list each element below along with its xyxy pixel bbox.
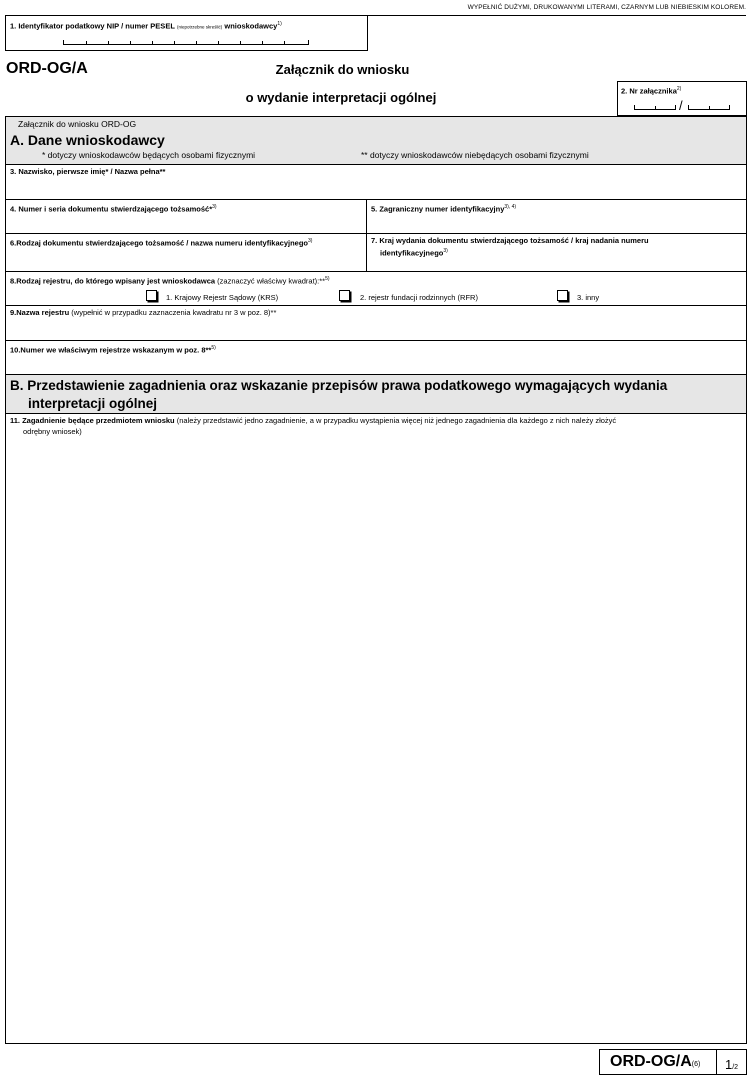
- footer-form-code: ORD-OG/A(6): [610, 1053, 701, 1070]
- section-a-note-2: ** dotyczy wnioskodawców niebędących osobami fizycznymi: [361, 150, 589, 160]
- section-header-text: Załącznik do wniosku ORD-OG: [18, 119, 137, 129]
- id-document-number-label: 4. Numer i seria dokumentu stwierdzającego tożsamość*$^{3)}$: [10, 204, 217, 214]
- attachment-number-field[interactable]: [617, 81, 747, 116]
- attachment-number-label: 2. Nr załącznika$^{2)}$: [621, 86, 682, 96]
- form-title-line1: Załącznik do wniosku: [275, 62, 410, 77]
- checkbox-rfr[interactable]: [339, 290, 350, 301]
- footer-form-code-box: [599, 1049, 717, 1075]
- register-name-label: 9.Nazwa rejestru (wypełnić w przypadku zaznaczenia kwadratu nr 3 w poz. 8)**: [10, 308, 277, 317]
- register-type-label: 8.Rodzaj rejestru, do którego wpisany jest wnioskodawca (zaznaczyć właściwy kwadrat):**$^{5)}$: [10, 276, 330, 286]
- checkbox-krs[interactable]: [146, 290, 157, 301]
- register-name-field[interactable]: [5, 305, 747, 341]
- issue-description-label-1: 11. Zagadnienie będące przedmiotem wniosku (należy przedstawić jedno zagadnienie, a w przypadku wystąpienia więcej niż jednego zagadnienia dla każdego z nich należy złożyć: [10, 416, 617, 425]
- form-title-line2: o wydanie interpretacji ogólnej: [245, 90, 437, 105]
- attachment-digit-guides-2: [688, 105, 730, 110]
- section-b-title-1: B. Przedstawienie zagadnienia oraz wskazanie przepisów prawa podatkowego wymagających wydania: [10, 378, 668, 393]
- issue-description-field[interactable]: [5, 413, 747, 1044]
- nip-digit-guides: [63, 40, 309, 45]
- foreign-id-number-label: 5. Zagraniczny numer identyfikacyjny$^{3), 4)}$: [371, 204, 517, 214]
- checkbox-krs-label: 1. Krajowy Rejestr Sądowy (KRS): [166, 293, 279, 302]
- attachment-digit-guides-1: [634, 105, 676, 110]
- issuing-country-label-2: identyfikacyjnego$^{3)}$: [380, 248, 448, 258]
- section-header-row: [5, 116, 747, 131]
- register-type-field: [5, 271, 747, 306]
- id-document-type-label: 6.Rodzaj dokumentu stwierdzającego tożsamość / nazwa numeru identyfikacyjnego$^{3)}$: [10, 238, 313, 248]
- foreign-id-number-field[interactable]: [366, 199, 747, 234]
- footer-page-box: [716, 1049, 747, 1075]
- name-field[interactable]: [5, 164, 747, 200]
- name-label: 3. Nazwisko, pierwsze imię* / Nazwa pełna**: [10, 167, 166, 176]
- issuing-country-label-1: 7. Kraj wydania dokumentu stwierdzającego tożsamość / kraj nadania numeru: [371, 236, 649, 245]
- checkbox-other[interactable]: [557, 290, 568, 301]
- form-code: ORD-OG/A: [6, 60, 88, 77]
- section-b-title-2: interpretacji ogólnej: [28, 396, 158, 411]
- checkbox-other-label: 3. inny: [577, 293, 600, 302]
- section-b-header: [5, 374, 747, 414]
- section-a-title: A. Dane wnioskodawcy: [10, 132, 165, 148]
- section-a-note-1: * dotyczy wnioskodawców będących osobami fizycznymi: [42, 150, 256, 160]
- footer-page-number: 1/2: [725, 1057, 739, 1072]
- id-document-type-field[interactable]: [5, 233, 367, 272]
- issuing-country-field[interactable]: [366, 233, 747, 272]
- checkbox-rfr-label: 2. rejestr fundacji rodzinnych (RFR): [360, 293, 478, 302]
- issue-description-label-2: odrębny wniosek): [23, 427, 82, 436]
- section-a-header: [5, 130, 747, 165]
- register-number-label: 10.Numer we właściwym rejestrze wskazanym w poz. 8**$^{5)}$: [10, 345, 216, 355]
- nip-pesel-field[interactable]: [5, 15, 368, 51]
- nip-pesel-label: 1. Identyfikator podatkowy NIP / numer PESEL (niepotrzebne skreślić) wnioskodawcy$^{1)}$: [10, 21, 282, 31]
- header-note: WYPEŁNIĆ DUŻYMI, DRUKOWANYMI LITERAMI, CZARNYM LUB NIEBIESKIM KOLOREM.: [467, 4, 746, 11]
- register-number-field[interactable]: [5, 340, 747, 375]
- header-rule: [368, 15, 746, 16]
- id-document-number-field[interactable]: [5, 199, 367, 234]
- attachment-slash: /: [679, 98, 683, 113]
